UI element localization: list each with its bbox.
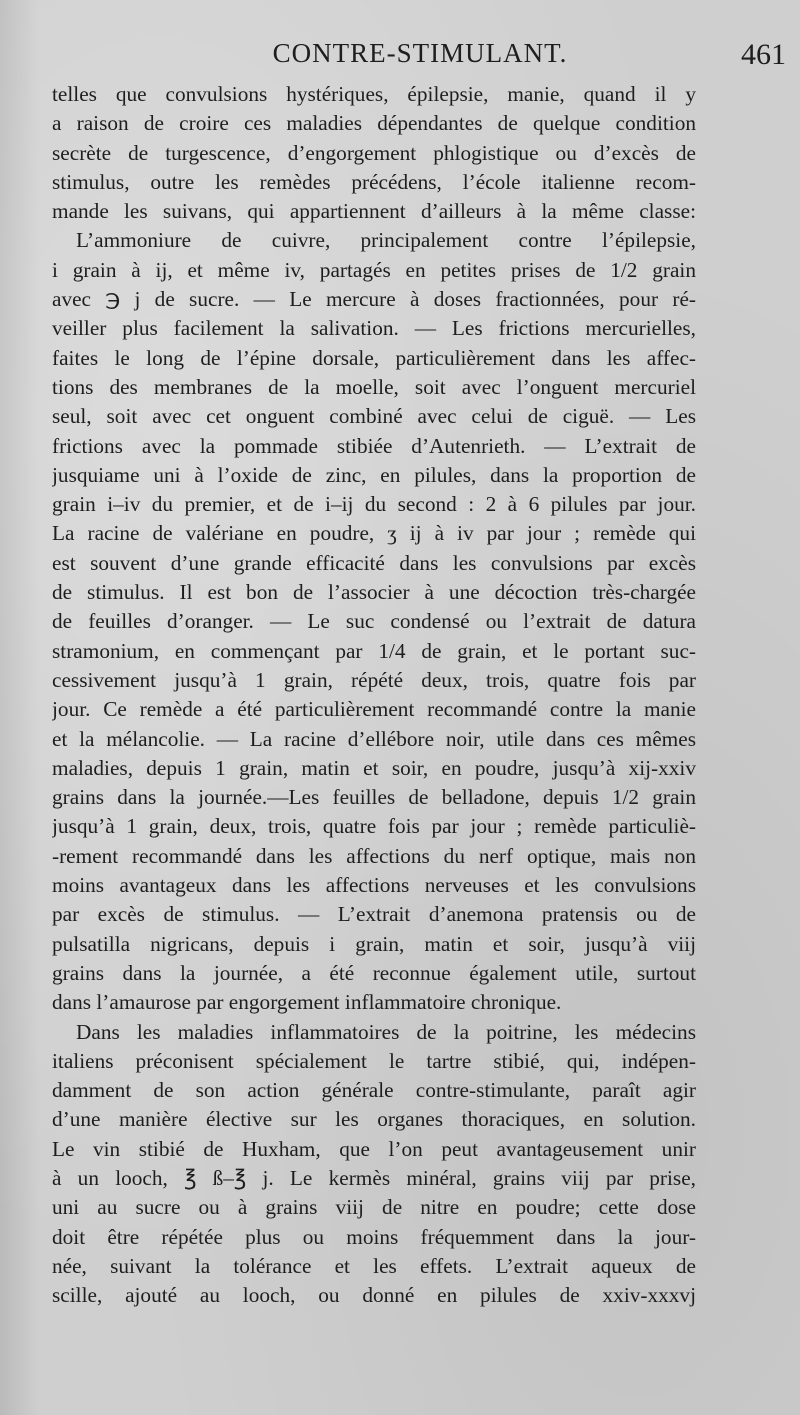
text-line: est souvent d’une grande efficacité dans les convulsions par excès — [52, 550, 696, 575]
text-line: veiller plus facilement la salivation. — Les frictions mercurielles, — [52, 316, 696, 341]
text-line: stramonium, en commençant par 1/4 de grain, et le portant suc- — [52, 638, 696, 663]
text-line: a raison de croire ces maladies dépendantes de quelque condition — [52, 111, 696, 136]
text-line: tions des membranes de la moelle, soit avec l’onguent mercuriel — [52, 374, 696, 399]
text-line: telles que convulsions hystériques, épilepsie, manie, quand il y — [52, 82, 696, 106]
text-line: de feuilles d’oranger. — Le suc condensé ou l’extrait de datura — [52, 609, 696, 634]
text-line: de stimulus. Il est bon de l’associer à une décoction très-chargée — [52, 580, 696, 605]
text-line: à un looch, ℥ ß–℥ j. Le kermès minéral, grains viij par prise, — [52, 1165, 696, 1190]
text-line: scille, ajouté au looch, ou donné en pilules de xxiv-xxxvj — [52, 1283, 696, 1308]
text-line: seul, soit avec cet onguent combiné avec celui de ciguë. — Les — [52, 404, 696, 429]
text-line: uni au sucre ou à grains viij de nitre en poudre; cette dose — [52, 1195, 696, 1220]
text-line: jour. Ce remède a été particulièrement recommandé contre la manie — [52, 697, 696, 722]
text-line: grain i–iv du premier, et de i–ij du second : 2 à 6 pilules par jour. — [52, 492, 696, 517]
text-line: -rement recommandé dans les affections du nerf optique, mais non — [52, 843, 696, 868]
text-line: mande les suivans, qui appartiennent d’ailleurs à la même classe: — [52, 199, 696, 224]
text-line: et la mélancolie. — La racine d’ellébore noir, utile dans ces mêmes — [52, 726, 696, 751]
text-line: damment de son action générale contre-stimulante, paraît agir — [52, 1078, 696, 1103]
page-header — [52, 38, 788, 78]
text-line: née, suivant la tolérance et les effets. L’extrait aqueux de — [52, 1253, 696, 1278]
text-line: jusquiame uni à l’oxide de zinc, en pilules, dans la proportion de — [52, 462, 696, 487]
text-line: secrète de turgescence, d’engorgement phlogistique ou d’excès de — [52, 140, 696, 165]
text-line: frictions avec la pommade stibiée d’Autenrieth. — L’extrait de — [52, 433, 696, 458]
text-line: jusqu’à 1 grain, deux, trois, quatre fois par jour ; remède particuliè- — [52, 814, 696, 839]
text-line: dans l’amaurose par engorgement inflammatoire chronique. — [52, 990, 562, 1015]
running-head: CONTRE-STIMULANT. — [272, 38, 568, 68]
text-line: grains dans la journée, a été reconnue également utile, surtout — [52, 960, 696, 985]
text-line: pulsatilla nigricans, depuis i grain, matin et soir, jusqu’à viij — [52, 931, 696, 956]
text-line: stimulus, outre les remèdes précédens, l’école italienne recom- — [52, 169, 696, 194]
text-line: L’ammoniure de cuivre, principalement contre l’épilepsie, — [76, 228, 696, 253]
text-line: avec ℈ j de sucre. — Le mercure à doses fractionnées, pour ré- — [52, 287, 696, 312]
text-line: Le vin stibié de Huxham, que l’on peut avantageusement unir — [52, 1136, 696, 1161]
body-text — [52, 80, 696, 1310]
text-line: doit être répétée plus ou moins fréquemment dans la jour- — [52, 1224, 696, 1249]
text-line: cessivement jusqu’à 1 grain, répété deux, trois, quatre fois par — [52, 667, 696, 692]
text-line: maladies, depuis 1 grain, matin et soir, en poudre, jusqu’à xij-xxiv — [52, 755, 696, 780]
text-line: faites le long de l’épine dorsale, particulièrement dans les affec- — [52, 345, 696, 370]
text-line: La racine de valériane en poudre, ʒ ij à iv par jour ; remède qui — [52, 521, 696, 546]
text-line: d’une manière élective sur les organes thoraciques, en solution. — [52, 1107, 696, 1132]
text-line: italiens préconisent spécialement le tartre stibié, qui, indépen- — [52, 1048, 696, 1073]
text-line: grains dans la journée.—Les feuilles de belladone, depuis 1/2 grain — [52, 785, 696, 810]
page-number: 461 — [741, 38, 786, 71]
text-line: i grain à ij, et même iv, partagés en petites prises de 1/2 grain — [52, 257, 696, 282]
text-line: moins avantageux dans les affections nerveuses et les convulsions — [52, 873, 696, 898]
text-line: par excès de stimulus. — L’extrait d’anemona pratensis ou de — [52, 902, 696, 927]
text-line: Dans les maladies inflammatoires de la poitrine, les médecins — [76, 1019, 696, 1044]
